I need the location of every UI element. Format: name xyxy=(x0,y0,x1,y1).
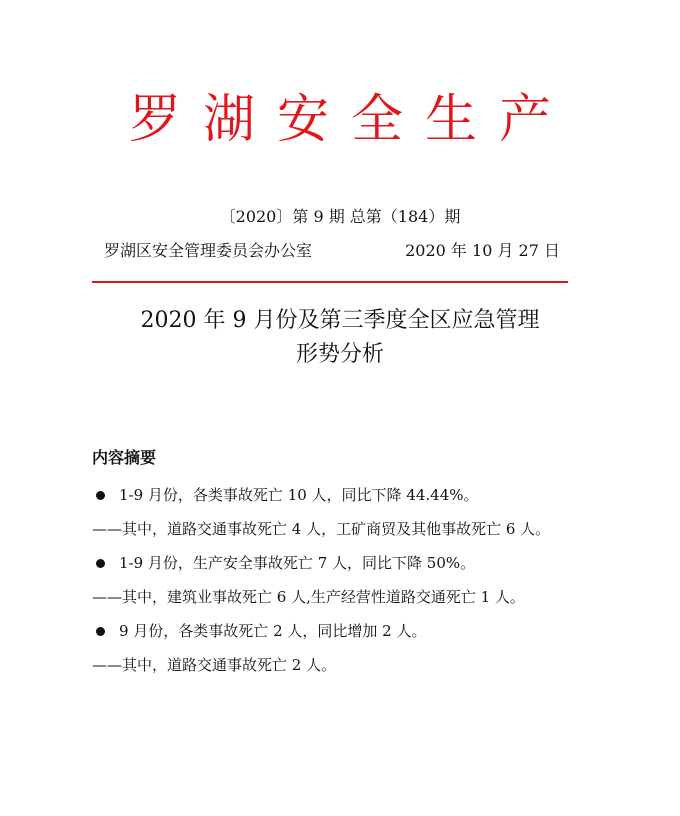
issuing-office: 罗湖区安全管理委员会办公室 xyxy=(104,241,313,260)
document-title-line-2: 形势分析 xyxy=(295,342,384,367)
document-title-line-1: 2020 年 9 月份及第三季度全区应急管理 xyxy=(140,308,540,333)
summary-item-text: ——其中，道路交通事故死亡 2 人。 xyxy=(92,656,337,674)
bullet-dot-icon xyxy=(96,627,105,636)
summary-item-detail xyxy=(92,580,600,614)
summary-item-text: 1-9 月份，生产安全事故死亡 7 人，同比下降 50%。 xyxy=(119,554,476,572)
summary-item-detail xyxy=(92,512,600,546)
summary-heading: 内容摘要 xyxy=(92,448,157,467)
summary-list xyxy=(92,478,600,682)
red-divider xyxy=(92,281,568,283)
issuer-line xyxy=(104,240,560,262)
summary-item-bullet xyxy=(92,478,600,512)
issue-number: 〔2020〕第 9 期 总第（184）期 xyxy=(219,207,461,226)
summary-item-text: 1-9 月份，各类事故死亡 10 人，同比下降 44.44%。 xyxy=(119,486,479,504)
summary-item-text: ——其中，道路交通事故死亡 4 人，工矿商贸及其他事故死亡 6 人。 xyxy=(92,520,551,538)
bullet-dot-icon xyxy=(96,559,105,568)
summary-item-bullet xyxy=(92,614,600,648)
masthead-title: 罗湖安全生产 xyxy=(128,90,573,150)
document-title xyxy=(0,304,680,372)
summary-item-detail xyxy=(92,648,600,682)
summary-item-text: 9 月份，各类事故死亡 2 人，同比增加 2 人。 xyxy=(119,622,427,640)
summary-item-bullet xyxy=(92,546,600,580)
issue-date: 2020 年 10 月 27 日 xyxy=(405,241,560,260)
bullet-dot-icon xyxy=(96,491,105,500)
summary-item-text: ——其中，建筑业事故死亡 6 人,生产经营性道路交通死亡 1 人。 xyxy=(92,588,525,606)
